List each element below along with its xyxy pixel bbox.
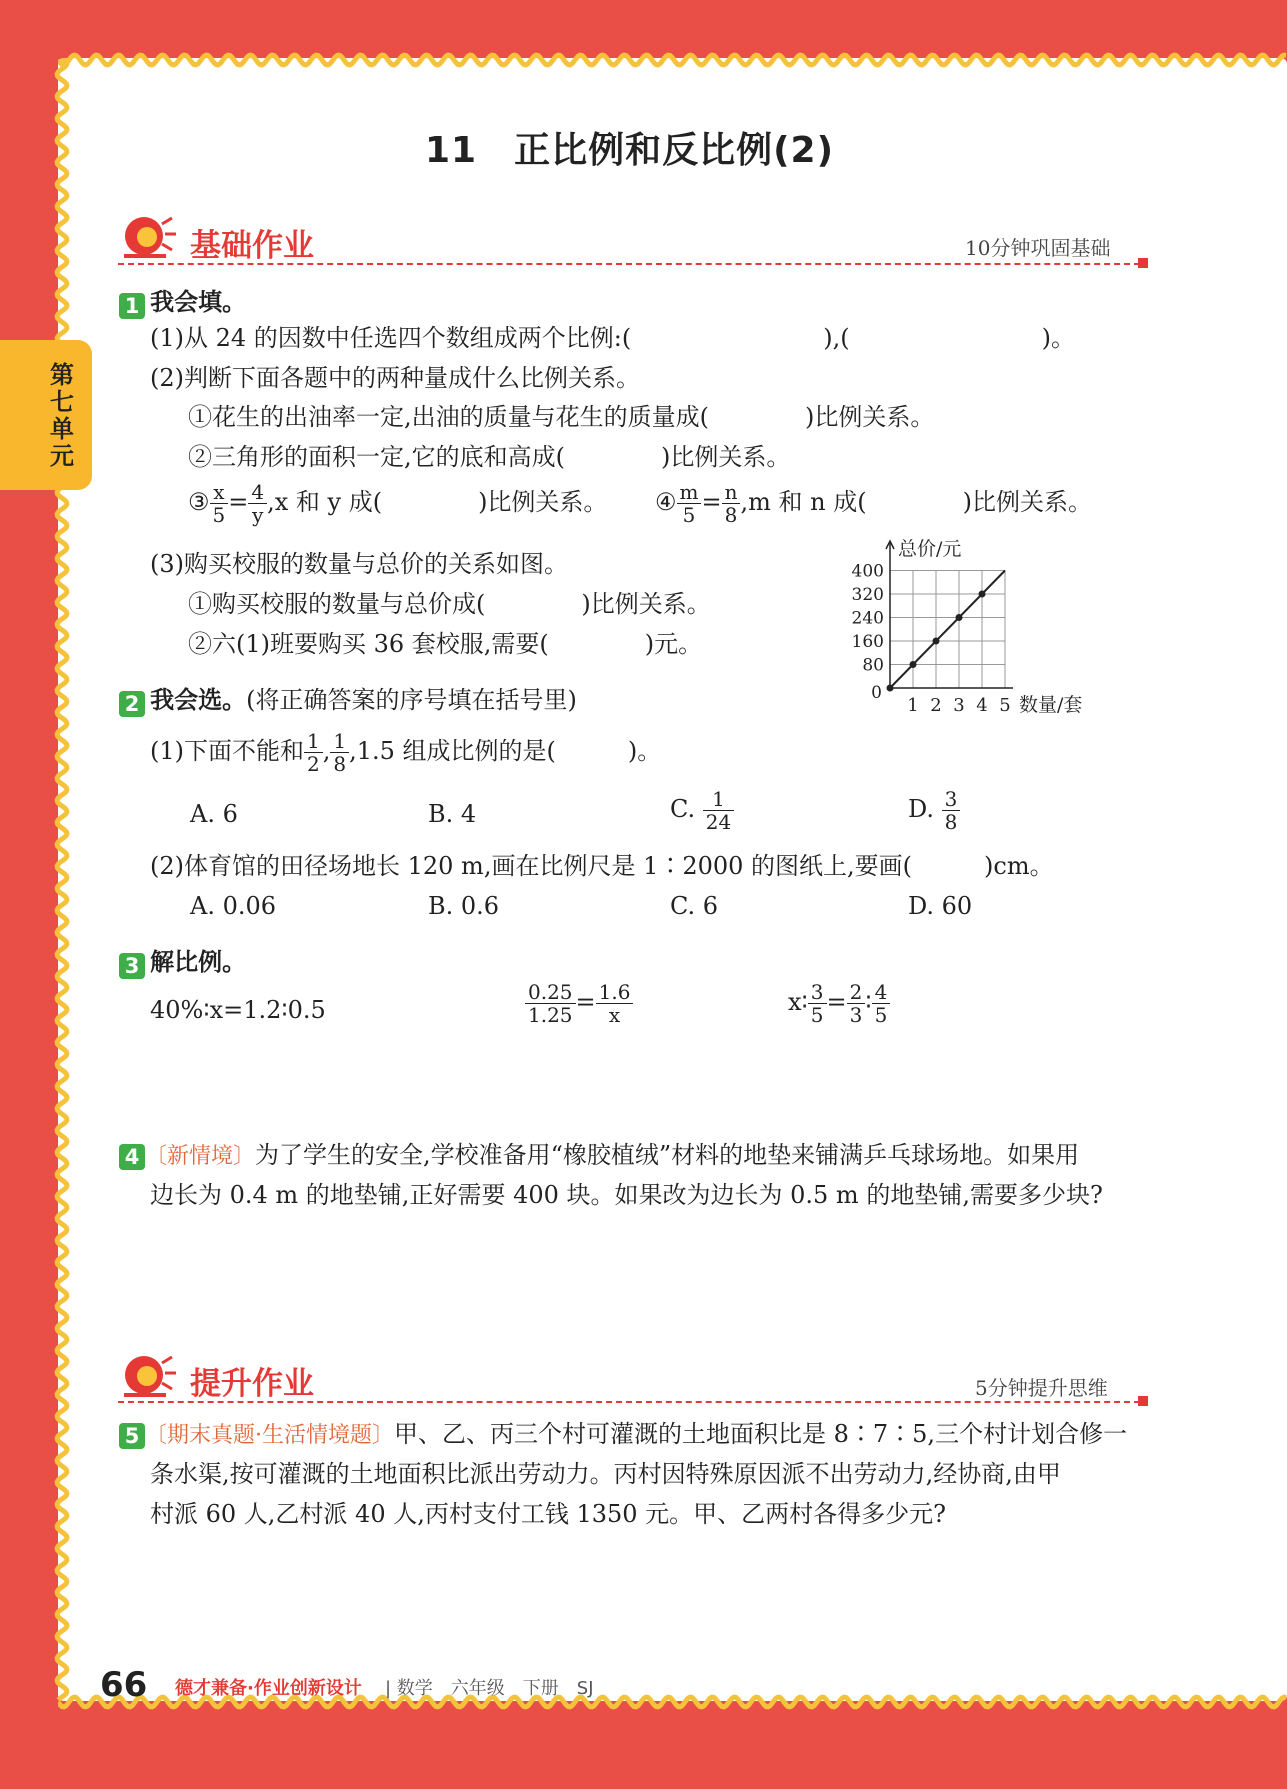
question-2-header <box>119 680 577 717</box>
x-tick-label: 3 <box>953 695 965 716</box>
q2-part1-suffix: ,1.5 组成比例的是( )。 <box>349 737 662 765</box>
lamp-icon <box>118 210 180 262</box>
fraction: $\frac{2}{3}$ <box>847 981 866 1026</box>
fraction: $\frac{x}{5}$ <box>210 481 229 526</box>
question-4-line2: 边长为 0.4 m 的地垫铺,正好需要 400 块。如果改为边长为 0.5 m 的地垫铺,需要多少块? <box>150 1181 1103 1209</box>
comma: , <box>322 737 331 765</box>
question-number: 4 <box>119 1144 145 1170</box>
section-divider-end <box>1138 258 1148 268</box>
q2-part2-option-a: A. 0.06 <box>190 892 277 920</box>
origin-label: 0 <box>871 683 882 703</box>
equals: = <box>575 988 596 1016</box>
question-heading: 我会填。 <box>150 288 247 316</box>
data-point <box>910 661 917 668</box>
question-text-line1: 甲、乙、丙三个村可灌溉的土地面积比是 8∶7∶5,三个村计划合修一 <box>394 1420 1128 1448</box>
y-axis-label: 总价/元 <box>898 538 962 560</box>
data-point <box>956 614 963 621</box>
q1-part3-item2: ②六(1)班要购买 36 套校服,需要( )元。 <box>188 630 703 658</box>
fraction: $\frac{1}{8}$ <box>330 730 349 775</box>
q1-part1: (1)从 24 的因数中任选四个数组成两个比例:( ),( )。 <box>150 324 1075 352</box>
fraction: $\frac{n}{8}$ <box>722 481 741 526</box>
q2-option-b: B. 4 <box>428 800 477 828</box>
page-title: 11 正比例和反比例(2) <box>425 130 835 171</box>
question-number: 3 <box>119 953 145 979</box>
question-5 <box>119 1418 1127 1452</box>
x-tick-label: 4 <box>976 695 988 716</box>
q1-part2: (2)判断下面各题中的两种量成什么比例关系。 <box>150 364 640 392</box>
option-letter: C. <box>670 795 696 823</box>
question-note: (将正确答案的序号填在括号里) <box>246 686 577 714</box>
item-text: ,m 和 n 成( )比例关系。 <box>740 488 1092 516</box>
item-text: ,x 和 y 成( )比例关系。 <box>267 488 608 516</box>
y-tick-label: 80 <box>862 655 884 676</box>
y-tick-label: 400 <box>851 561 884 582</box>
section-divider <box>118 1401 1140 1403</box>
question-5-line3: 村派 60 人,乙村派 40 人,丙村支付工钱 1350 元。甲、乙两村各得多少元? <box>150 1500 947 1528</box>
section-subtitle-advanced: 5分钟提升思维 <box>975 1376 1108 1400</box>
fraction: $\frac{1}{24}$ <box>703 788 734 833</box>
q1-part3-item1: ①购买校服的数量与总价成( )比例关系。 <box>188 590 711 618</box>
item-marker: ④ <box>655 488 677 516</box>
fraction: $\frac{3}{8}$ <box>942 788 961 833</box>
data-point <box>979 591 986 598</box>
section-divider <box>118 263 1140 265</box>
unit-tab <box>0 340 92 490</box>
x-tick-label: 2 <box>930 695 942 716</box>
x-axis-label: 数量/套 <box>1019 694 1083 716</box>
question-5-line2: 条水渠,按可灌溉的土地面积比派出劳动力。丙村因特殊原因派不出劳动力,经协商,由甲 <box>150 1460 1061 1488</box>
question-number: 1 <box>119 293 145 319</box>
lamp-icon <box>118 1349 180 1401</box>
y-tick-label: 240 <box>851 608 884 629</box>
q3-equation-1: 40%∶x=1.2∶0.5 <box>150 996 326 1024</box>
question-tag: 〔期末真题·生活情境题〕 <box>145 1423 394 1448</box>
section-title-advanced: 提升作业 <box>190 1366 314 1402</box>
item-marker: ③ <box>188 488 210 516</box>
section-divider-end <box>1138 1396 1148 1406</box>
fraction: $\frac{3}{5}$ <box>808 981 827 1026</box>
q2-option-d <box>908 788 960 833</box>
section-subtitle-basic: 10分钟巩固基础 <box>965 236 1111 260</box>
q1-part2-item1: ①花生的出油率一定,出油的质量与花生的质量成( )比例关系。 <box>188 403 935 431</box>
data-point <box>933 638 940 645</box>
page-number: 66 <box>100 1665 148 1705</box>
q2-part1-prefix: (1)下面不能和 <box>150 737 304 765</box>
section-title-basic: 基础作业 <box>190 228 314 264</box>
q2-part1 <box>150 730 661 775</box>
y-tick-label: 160 <box>851 632 884 652</box>
fraction: $\frac{4}{y}$ <box>248 481 267 526</box>
equals: = <box>701 488 722 516</box>
data-point <box>887 685 894 692</box>
question-1-header <box>119 282 246 319</box>
footer-info: | 数学 六年级 下册 SJ <box>385 1678 594 1699</box>
variable: x∶ <box>788 988 808 1016</box>
q2-part2-option-d: D. 60 <box>908 892 973 920</box>
fraction: $\frac{1.6}{x}$ <box>596 981 634 1026</box>
equals: = <box>826 988 847 1016</box>
colon: ∶ <box>865 988 872 1016</box>
question-3-header <box>119 942 246 979</box>
question-4 <box>119 1139 1079 1173</box>
q2-part2-option-b: B. 0.6 <box>428 892 500 920</box>
equals: = <box>228 488 249 516</box>
q2-part2-option-c: C. 6 <box>670 892 719 920</box>
series-line <box>890 571 1005 689</box>
y-tick-label: 320 <box>851 585 884 605</box>
question-heading: 我会选。 <box>150 686 247 714</box>
question-number: 5 <box>119 1423 145 1449</box>
q2-option-c <box>670 788 734 833</box>
q1-part2-item4 <box>655 481 1092 526</box>
x-tick-label: 5 <box>999 695 1011 716</box>
q2-part2: (2)体育馆的田径场地长 120 m,画在比例尺是 1∶2000 的图纸上,要画( )cm。 <box>150 852 1054 880</box>
q3-equation-3 <box>788 981 890 1026</box>
fraction: $\frac{m}{5}$ <box>677 481 702 526</box>
option-letter: D. <box>908 795 935 823</box>
q1-part2-item3 <box>188 481 607 526</box>
footer-brand: 德才兼备·作业创新设计 <box>175 1678 362 1699</box>
question-tag: 〔新情境〕 <box>145 1144 256 1169</box>
fraction: $\frac{4}{5}$ <box>872 981 891 1026</box>
price-quantity-chart <box>845 535 1110 720</box>
q1-part3: (3)购买校服的数量与总价的关系如图。 <box>150 550 568 578</box>
question-text-line1: 为了学生的安全,学校准备用“橡胶植绒”材料的地垫来铺满乒乓球场地。如果用 <box>255 1141 1080 1169</box>
q3-equation-2 <box>525 981 633 1026</box>
fraction: $\frac{0.25}{1.25}$ <box>525 981 576 1026</box>
question-heading: 解比例。 <box>150 948 247 976</box>
q2-option-a: A. 6 <box>190 800 238 828</box>
q1-part2-item2: ②三角形的面积一定,它的底和高成( )比例关系。 <box>188 443 791 471</box>
fraction: $\frac{1}{2}$ <box>304 730 323 775</box>
question-number: 2 <box>119 691 145 717</box>
unit-tab-label: 第七单元 <box>50 361 74 470</box>
x-tick-label: 1 <box>907 695 919 716</box>
